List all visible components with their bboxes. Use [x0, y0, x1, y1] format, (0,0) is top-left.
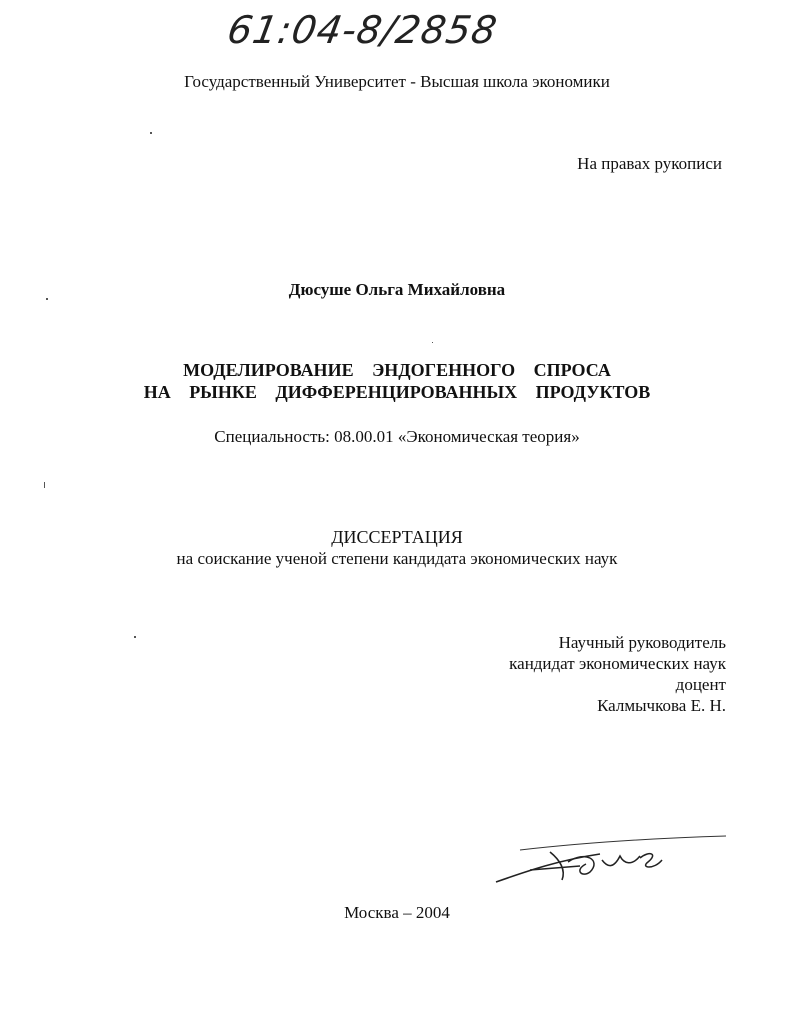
- supervisor-rank: доцент: [675, 675, 726, 694]
- supervisor-name: Калмычкова Е. Н.: [597, 696, 726, 715]
- author-name: Дюсуше Ольга Михайловна: [288, 280, 506, 299]
- title-line-1: МОДЕЛИРОВАНИЕ ЭНДОГЕННОГО СПРОСА: [183, 360, 611, 380]
- manuscript-rights-note: На правах рукописи: [577, 154, 722, 173]
- handwritten-signature: [490, 830, 730, 890]
- supervisor-block: [509, 632, 726, 716]
- scan-speck: [134, 636, 136, 638]
- supervisor-degree: кандидат экономических наук: [509, 654, 726, 673]
- supervisor-role: Научный руководитель: [558, 633, 726, 652]
- scan-speck: [150, 132, 152, 134]
- scan-speck: [44, 482, 45, 488]
- scan-speck: [432, 342, 433, 343]
- city-year: Москва – 2004: [344, 903, 450, 922]
- title-line-2: НА РЫНКЕ ДИФФЕРЕНЦИРОВАННЫХ ПРОДУКТОВ: [143, 382, 651, 402]
- university-name: Государственный Университет - Высшая школа экономики: [184, 72, 610, 91]
- scan-speck: [46, 298, 48, 300]
- speciality: Специальность: 08.00.01 «Экономическая теория»: [214, 427, 580, 446]
- archive-code-handwritten: 61:04-8/2858: [224, 8, 501, 52]
- dissertation-label: ДИССЕРТАЦИЯ: [331, 527, 463, 547]
- dissertation-purpose: на соискание ученой степени кандидата экономических наук: [176, 549, 618, 568]
